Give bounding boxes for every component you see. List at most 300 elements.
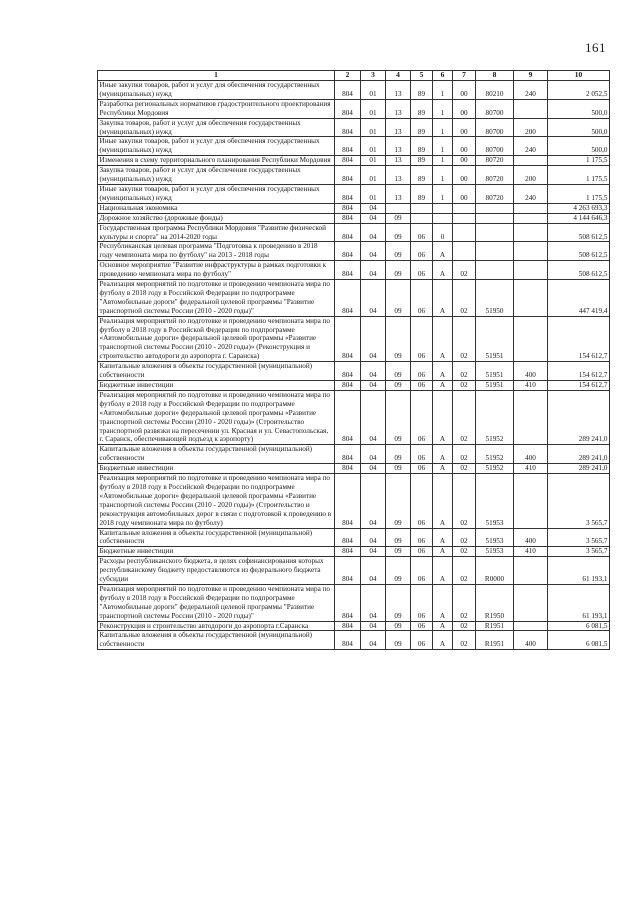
row-value-cell: 1 [433, 184, 453, 203]
row-name-cell: Капитальные вложения в объекты государственной (муниципальной) собственности [98, 631, 335, 650]
row-value-cell: 04 [361, 528, 386, 547]
row-value-cell: 240 [514, 81, 548, 100]
row-name-cell: Закупка товаров, работ и услуг для обеспечения государственных (муниципальных) нужд [98, 166, 335, 185]
table-row [98, 184, 610, 203]
row-value-cell: 13 [386, 118, 411, 137]
table-row [98, 464, 610, 474]
row-value-cell: 02 [453, 621, 476, 631]
row-value-cell: 6 081,5 [548, 621, 610, 631]
row-value-cell [433, 213, 453, 223]
row-value-cell: 804 [335, 621, 361, 631]
row-value-cell [453, 213, 476, 223]
table-header-row [98, 71, 610, 81]
row-value-cell: 04 [361, 362, 386, 381]
row-value-cell: 1 [433, 137, 453, 156]
row-value-cell: 09 [386, 474, 411, 528]
row-name-cell: Бюджетные инвестиции [98, 381, 335, 391]
row-value-cell: 61 193,1 [548, 584, 610, 621]
row-value-cell: 09 [386, 362, 411, 381]
column-header: 5 [411, 71, 433, 81]
row-value-cell: 154 612,7 [548, 381, 610, 391]
row-value-cell: 06 [411, 464, 433, 474]
row-value-cell: 289 241,0 [548, 464, 610, 474]
budget-table [97, 70, 610, 650]
row-value-cell: 06 [411, 316, 433, 362]
row-value-cell: 61 193,1 [548, 557, 610, 585]
row-value-cell: 500,0 [548, 118, 610, 137]
row-value-cell: 13 [386, 99, 411, 118]
row-value-cell: 804 [335, 166, 361, 185]
row-value-cell: 804 [335, 242, 361, 261]
row-value-cell: А [433, 474, 453, 528]
table-row [98, 631, 610, 650]
row-value-cell: 804 [335, 464, 361, 474]
row-value-cell: 89 [411, 81, 433, 100]
row-value-cell: 09 [386, 584, 411, 621]
row-value-cell: 04 [361, 547, 386, 557]
row-value-cell: 400 [514, 362, 548, 381]
row-value-cell: 04 [361, 390, 386, 444]
row-value-cell: 804 [335, 390, 361, 444]
table-row [98, 118, 610, 137]
row-value-cell: 804 [335, 584, 361, 621]
table-row [98, 381, 610, 391]
row-value-cell: 06 [411, 528, 433, 547]
row-value-cell: 04 [361, 445, 386, 464]
row-value-cell: 200 [514, 166, 548, 185]
row-value-cell: 508 612,5 [548, 242, 610, 261]
row-value-cell: 89 [411, 118, 433, 137]
row-value-cell: 400 [514, 528, 548, 547]
row-value-cell [514, 390, 548, 444]
row-value-cell: 80720 [476, 156, 514, 166]
row-value-cell: 89 [411, 137, 433, 156]
row-value-cell: 02 [453, 280, 476, 317]
row-name-cell: Закупка товаров, работ и услуг для обеспечения государственных (муниципальных) нужд [98, 118, 335, 137]
row-value-cell [411, 213, 433, 223]
row-value-cell [514, 223, 548, 242]
row-value-cell [453, 242, 476, 261]
row-value-cell [514, 242, 548, 261]
row-name-cell: Реализация мероприятий по подготовке и проведению чемпионата мира по футболу в 2018 году в Российской Федерации по подпрограмме "Автомобильные дороги" федеральной целевой программы "Развитие транспортной системы России (2010 - 2020 годы)" [98, 584, 335, 621]
row-value-cell: 01 [361, 118, 386, 137]
row-value-cell: 400 [514, 445, 548, 464]
row-value-cell: 01 [361, 137, 386, 156]
row-value-cell: 02 [453, 445, 476, 464]
row-value-cell: 01 [361, 81, 386, 100]
row-value-cell: 80700 [476, 118, 514, 137]
row-value-cell [453, 223, 476, 242]
row-value-cell: 00 [453, 156, 476, 166]
row-value-cell: 02 [453, 557, 476, 585]
row-name-cell: Дорожное хозяйство (дорожные фонды) [98, 213, 335, 223]
table-row [98, 99, 610, 118]
table-row [98, 203, 610, 213]
row-value-cell: 804 [335, 118, 361, 137]
row-value-cell: 154 612,7 [548, 316, 610, 362]
row-value-cell: А [433, 242, 453, 261]
row-name-cell: Реализация мероприятий по подготовке и проведению чемпионата мира по футболу в 2018 году в Российской Федерации по подпрограмме "Автомобильные дороги" федеральной целевой программы "Развитие транспортной системы России (2010 - 2020 годы)" [98, 280, 335, 317]
row-value-cell: 04 [361, 464, 386, 474]
row-value-cell: 89 [411, 156, 433, 166]
row-value-cell [514, 99, 548, 118]
row-value-cell: 06 [411, 381, 433, 391]
row-value-cell: 04 [361, 557, 386, 585]
row-value-cell: 447 419,4 [548, 280, 610, 317]
row-value-cell: А [433, 547, 453, 557]
row-value-cell [514, 316, 548, 362]
row-value-cell: А [433, 261, 453, 280]
column-header: 2 [335, 71, 361, 81]
row-value-cell: 804 [335, 99, 361, 118]
table-row [98, 621, 610, 631]
row-value-cell: 80210 [476, 81, 514, 100]
row-value-cell: А [433, 445, 453, 464]
row-value-cell: 09 [386, 547, 411, 557]
row-value-cell: 01 [361, 156, 386, 166]
row-value-cell: 04 [361, 584, 386, 621]
row-value-cell: 04 [361, 621, 386, 631]
row-name-cell: Бюджетные инвестиции [98, 547, 335, 557]
row-value-cell: 02 [453, 474, 476, 528]
row-value-cell [514, 213, 548, 223]
row-value-cell: А [433, 621, 453, 631]
row-value-cell: А [433, 381, 453, 391]
row-value-cell: 02 [453, 261, 476, 280]
row-value-cell: 410 [514, 381, 548, 391]
row-value-cell: 00 [453, 137, 476, 156]
row-value-cell: 89 [411, 184, 433, 203]
row-value-cell: А [433, 280, 453, 317]
row-value-cell: 04 [361, 631, 386, 650]
row-value-cell: 13 [386, 166, 411, 185]
row-value-cell: А [433, 316, 453, 362]
row-value-cell: 02 [453, 631, 476, 650]
row-value-cell: 06 [411, 631, 433, 650]
table-row [98, 261, 610, 280]
row-value-cell: R1950 [476, 584, 514, 621]
row-value-cell: 51951 [476, 381, 514, 391]
row-value-cell: 09 [386, 280, 411, 317]
row-value-cell: 804 [335, 223, 361, 242]
row-value-cell: 06 [411, 280, 433, 317]
row-value-cell: 4 263 693,3 [548, 203, 610, 213]
row-value-cell: 01 [361, 99, 386, 118]
row-value-cell [514, 557, 548, 585]
row-name-cell: Капитальные вложения в объекты государственной (муниципальной) собственности [98, 445, 335, 464]
row-value-cell: 80720 [476, 184, 514, 203]
row-value-cell: 804 [335, 557, 361, 585]
row-value-cell: 04 [361, 242, 386, 261]
column-header: 3 [361, 71, 386, 81]
table-row [98, 81, 610, 100]
row-value-cell: 804 [335, 381, 361, 391]
row-name-cell: Реализация мероприятий по подготовке и проведению чемпионата мира по футболу в 2018 году в Российской Федерации по подпрограмме «Автомобильные дороги» федеральной целевой программы «Развитие транспортной системы России (2010 - 2020 годы)» (Строительство и реконструкция автомобильных дорог в связи с подготовкой к проведению в 2018 году чемпионата мира по футболу) [98, 474, 335, 528]
table-row [98, 362, 610, 381]
row-value-cell: 06 [411, 621, 433, 631]
table-row [98, 528, 610, 547]
row-value-cell: 13 [386, 137, 411, 156]
row-value-cell: А [433, 528, 453, 547]
row-value-cell: 804 [335, 156, 361, 166]
row-value-cell: 804 [335, 362, 361, 381]
row-value-cell: А [433, 362, 453, 381]
row-value-cell: 410 [514, 464, 548, 474]
row-value-cell: 804 [335, 184, 361, 203]
table-body [98, 81, 610, 650]
row-value-cell: 1 [433, 99, 453, 118]
row-name-cell: Реализация мероприятий по подготовке и проведению чемпионата мира по футболу в 2018 году в Российской Федерации по подпрограмме «Автомобильные дороги» федеральной целевой программы «Развитие транспортной системы России (2010 - 2020 годы)» (Строительство транспортной развязки на пересечении ул. Красная и ул. Севастопольская, г. Саранск, обеспечивающей подъезд к аэропорту) [98, 390, 335, 444]
row-value-cell: 51951 [476, 316, 514, 362]
row-value-cell: 804 [335, 547, 361, 557]
row-value-cell [476, 213, 514, 223]
row-value-cell: 410 [514, 547, 548, 557]
row-name-cell: Национальная экономика [98, 203, 335, 213]
row-value-cell: 06 [411, 547, 433, 557]
row-value-cell: 09 [386, 390, 411, 444]
row-name-cell: Государственная программа Республики Мордовия "Развитие физической культуры и спорта" на 2014-2020 годы [98, 223, 335, 242]
row-value-cell: 1 [433, 156, 453, 166]
row-value-cell: 3 565,7 [548, 528, 610, 547]
column-header: 1 [98, 71, 335, 81]
row-value-cell: 80700 [476, 99, 514, 118]
row-value-cell [476, 203, 514, 213]
row-value-cell [514, 584, 548, 621]
row-value-cell: 04 [361, 381, 386, 391]
row-name-cell: Иные закупки товаров, работ и услуг для обеспечения государственных (муниципальных) нужд [98, 184, 335, 203]
table-row [98, 137, 610, 156]
row-value-cell: 01 [361, 184, 386, 203]
row-value-cell: 6 081,5 [548, 631, 610, 650]
row-value-cell: 154 612,7 [548, 362, 610, 381]
row-value-cell: 4 144 646,3 [548, 213, 610, 223]
row-value-cell: 01 [361, 166, 386, 185]
row-value-cell: 09 [386, 242, 411, 261]
row-value-cell: 3 565,7 [548, 547, 610, 557]
row-value-cell [514, 156, 548, 166]
row-value-cell: 2 052,5 [548, 81, 610, 100]
table-row [98, 474, 610, 528]
row-value-cell: 06 [411, 242, 433, 261]
row-value-cell: 804 [335, 445, 361, 464]
row-value-cell [514, 621, 548, 631]
row-value-cell: 51953 [476, 547, 514, 557]
row-value-cell: 89 [411, 99, 433, 118]
row-value-cell: 04 [361, 261, 386, 280]
row-value-cell: 1 [433, 81, 453, 100]
row-value-cell: 00 [453, 166, 476, 185]
row-value-cell: 80700 [476, 137, 514, 156]
row-value-cell: R1951 [476, 631, 514, 650]
row-value-cell: 06 [411, 445, 433, 464]
row-value-cell: 04 [361, 280, 386, 317]
row-value-cell: 51950 [476, 280, 514, 317]
row-value-cell [514, 261, 548, 280]
row-value-cell: 804 [335, 137, 361, 156]
row-value-cell: 508 612,5 [548, 223, 610, 242]
row-value-cell: 804 [335, 316, 361, 362]
row-value-cell: 51952 [476, 464, 514, 474]
row-value-cell: 00 [453, 118, 476, 137]
row-value-cell: 240 [514, 184, 548, 203]
row-value-cell: R1951 [476, 621, 514, 631]
row-value-cell: 09 [386, 261, 411, 280]
row-value-cell [514, 474, 548, 528]
row-value-cell: 89 [411, 166, 433, 185]
row-value-cell: 09 [386, 213, 411, 223]
column-header: 6 [433, 71, 453, 81]
row-value-cell: 13 [386, 81, 411, 100]
row-name-cell: Капитальные вложения в объекты государственной (муниципальной) собственности [98, 528, 335, 547]
table-row [98, 547, 610, 557]
row-value-cell: 3 565,7 [548, 474, 610, 528]
column-header: 7 [453, 71, 476, 81]
row-name-cell: Иные закупки товаров, работ и услуг для обеспечения государственных (муниципальных) нужд [98, 81, 335, 100]
row-value-cell: А [433, 631, 453, 650]
row-name-cell: Капитальные вложения в объекты государственной (муниципальной) собственности [98, 362, 335, 381]
row-value-cell: 04 [361, 203, 386, 213]
row-value-cell: 51953 [476, 474, 514, 528]
row-value-cell: 804 [335, 474, 361, 528]
table-row [98, 316, 610, 362]
table-row [98, 242, 610, 261]
row-name-cell: Иные закупки товаров, работ и услуг для обеспечения государственных (муниципальных) нужд [98, 137, 335, 156]
row-name-cell: Разработка региональных нормативов градостроительного проектирования Республики Мордовия [98, 99, 335, 118]
row-value-cell: 80720 [476, 166, 514, 185]
row-value-cell: 02 [453, 362, 476, 381]
column-header: 10 [548, 71, 610, 81]
row-value-cell [476, 223, 514, 242]
row-name-cell: Реконструкция и строительство автодороги до аэропорта г.Саранска [98, 621, 335, 631]
row-value-cell: 13 [386, 156, 411, 166]
row-value-cell: 1 175,5 [548, 184, 610, 203]
row-name-cell: Основное мероприятие "Развитие инфраструктуры в рамках подготовки к проведению чемпионата мира по футболу" [98, 261, 335, 280]
row-value-cell [514, 203, 548, 213]
row-value-cell: 09 [386, 631, 411, 650]
row-value-cell: 06 [411, 474, 433, 528]
row-value-cell: 02 [453, 381, 476, 391]
row-value-cell [476, 261, 514, 280]
row-value-cell: 06 [411, 584, 433, 621]
row-value-cell: 02 [453, 528, 476, 547]
row-value-cell: 04 [361, 474, 386, 528]
row-value-cell: 1 175,5 [548, 166, 610, 185]
row-value-cell: 06 [411, 557, 433, 585]
row-value-cell: 804 [335, 261, 361, 280]
row-value-cell: 04 [361, 223, 386, 242]
table-row [98, 156, 610, 166]
table-row [98, 584, 610, 621]
row-value-cell: 200 [514, 118, 548, 137]
row-value-cell [514, 280, 548, 317]
column-header: 9 [514, 71, 548, 81]
row-value-cell: 400 [514, 631, 548, 650]
row-value-cell: А [433, 584, 453, 621]
row-value-cell: 51952 [476, 390, 514, 444]
row-value-cell: 06 [411, 362, 433, 381]
row-value-cell: 500,0 [548, 99, 610, 118]
row-value-cell: 51952 [476, 445, 514, 464]
row-value-cell: 06 [411, 261, 433, 280]
page-number: 161 [585, 40, 606, 55]
row-value-cell: 09 [386, 445, 411, 464]
row-value-cell: 09 [386, 621, 411, 631]
row-value-cell: 1 175,5 [548, 156, 610, 166]
row-value-cell: 09 [386, 464, 411, 474]
row-value-cell: 804 [335, 280, 361, 317]
row-value-cell: 51951 [476, 362, 514, 381]
row-value-cell: 1 [433, 118, 453, 137]
row-value-cell: 289 241,0 [548, 390, 610, 444]
row-value-cell: 00 [453, 99, 476, 118]
row-value-cell: 00 [453, 184, 476, 203]
row-value-cell: 1 [433, 166, 453, 185]
row-name-cell: Республиканская целевая программа "Подготовка к проведению в 2018 году чемпионата мира по футболу" на 2013 - 2018 годы [98, 242, 335, 261]
row-value-cell: 508 612,5 [548, 261, 610, 280]
row-value-cell: А [433, 390, 453, 444]
row-value-cell [411, 203, 433, 213]
row-value-cell: 289 241,0 [548, 445, 610, 464]
row-value-cell: 0 [433, 223, 453, 242]
row-name-cell: Реализация мероприятий по подготовке и проведению чемпионата мира по футболу в 2018 году в Российской Федерации по подпрограмме «Автомобильные дороги» федеральной целевой программы «Развитие транспортной системы России (2010 - 2020 годы)» (Реконструкция и строительство автодороги до аэропорта г. Саранска) [98, 316, 335, 362]
row-value-cell: 804 [335, 81, 361, 100]
row-value-cell: 09 [386, 528, 411, 547]
row-value-cell: 04 [361, 213, 386, 223]
row-value-cell: 02 [453, 390, 476, 444]
row-value-cell [453, 203, 476, 213]
row-value-cell: 09 [386, 381, 411, 391]
table-row [98, 445, 610, 464]
row-value-cell: 09 [386, 223, 411, 242]
row-value-cell: 804 [335, 213, 361, 223]
row-value-cell: R0000 [476, 557, 514, 585]
row-name-cell: Расходы республиканского бюджета, в целях софинансирования которых республиканскому бюджету предоставляются из федерального бюджета субсидии [98, 557, 335, 585]
row-value-cell: 06 [411, 223, 433, 242]
row-value-cell: 13 [386, 184, 411, 203]
column-header: 4 [386, 71, 411, 81]
row-value-cell: 51953 [476, 528, 514, 547]
row-name-cell: Бюджетные инвестиции [98, 464, 335, 474]
row-value-cell: 02 [453, 316, 476, 362]
row-value-cell: 06 [411, 390, 433, 444]
row-value-cell: 240 [514, 137, 548, 156]
row-value-cell: 09 [386, 316, 411, 362]
row-value-cell: А [433, 557, 453, 585]
row-value-cell: 804 [335, 631, 361, 650]
row-value-cell: А [433, 464, 453, 474]
row-value-cell: 02 [453, 584, 476, 621]
table-row [98, 223, 610, 242]
row-value-cell: 04 [361, 316, 386, 362]
table-row [98, 280, 610, 317]
row-value-cell [476, 242, 514, 261]
row-value-cell: 02 [453, 547, 476, 557]
table-row [98, 557, 610, 585]
table-row [98, 166, 610, 185]
table-row [98, 213, 610, 223]
row-value-cell [433, 203, 453, 213]
row-value-cell: 804 [335, 203, 361, 213]
row-value-cell: 02 [453, 464, 476, 474]
row-value-cell: 804 [335, 528, 361, 547]
table-row [98, 390, 610, 444]
row-value-cell [386, 203, 411, 213]
column-header: 8 [476, 71, 514, 81]
row-value-cell: 00 [453, 81, 476, 100]
row-value-cell: 500,0 [548, 137, 610, 156]
row-value-cell: 09 [386, 557, 411, 585]
row-name-cell: Изменения в схему территориального планирования Республики Мордовия [98, 156, 335, 166]
